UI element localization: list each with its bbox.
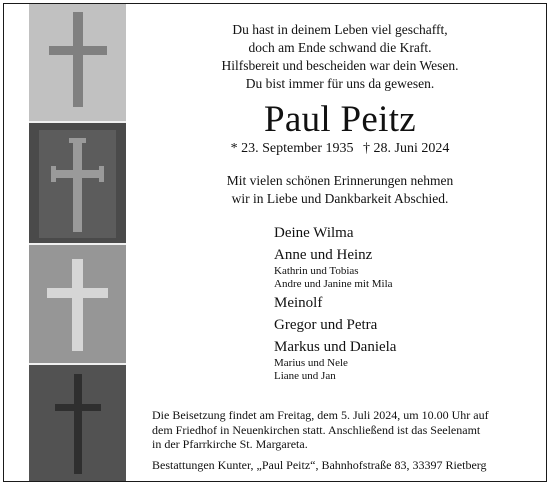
notice-line: in der Pfarrkirche St. Margareta. [152, 437, 308, 451]
family-list [274, 224, 544, 383]
family-member: Anne und Heinz [274, 247, 373, 263]
family-descendant: Marius und Nele [274, 357, 348, 369]
funeral-notice [152, 408, 542, 452]
farewell-line: wir in Liebe und Dankbarkeit Abschied. [231, 191, 449, 206]
family-member: Meinolf [274, 295, 323, 311]
notice-line: dem Friedhof in Neuenkirchen statt. Anschließend ist das Seelenamt [152, 422, 481, 437]
cross-image-strip [29, 4, 126, 481]
poem-line: Hilfsbereit und bescheiden war dein Wesen. [221, 58, 459, 73]
family-member: Deine Wilma [274, 225, 354, 241]
family-descendant: Kathrin und Tobias [274, 265, 359, 277]
obituary-content [134, 4, 546, 481]
death-date: † 28. Juni 2024 [363, 141, 450, 156]
family-member: Markus und Daniela [274, 339, 397, 355]
life-dates [134, 140, 546, 158]
family-descendant: Andre und Janine mit Mila [274, 278, 393, 290]
farewell-text [134, 172, 546, 208]
birth-date: * 23. September 1935 [230, 141, 354, 156]
farewell-line: Mit vielen schönen Erinnerungen nehmen [226, 173, 454, 188]
poem [134, 21, 546, 93]
family-member: Gregor und Petra [274, 317, 378, 333]
deceased-name: Paul Peitz [263, 99, 416, 140]
poem-line: Du hast in deinem Leben viel geschafft, [232, 22, 448, 37]
poem-line: doch am Ende schwand die Kraft. [248, 40, 432, 55]
undertaker-info: Bestattungen Kunter, „Paul Peitz“, Bahnhofstraße 83, 33397 Rietberg [152, 458, 487, 472]
family-descendant: Liane und Jan [274, 370, 336, 382]
obituary-frame [3, 3, 547, 482]
notice-line: Die Beisetzung findet am Freitag, dem 5. Juli 2024, um 10.00 Uhr auf [152, 408, 489, 422]
poem-line: Du bist immer für uns da gewesen. [245, 76, 435, 91]
cross-photo-collage [29, 4, 126, 481]
